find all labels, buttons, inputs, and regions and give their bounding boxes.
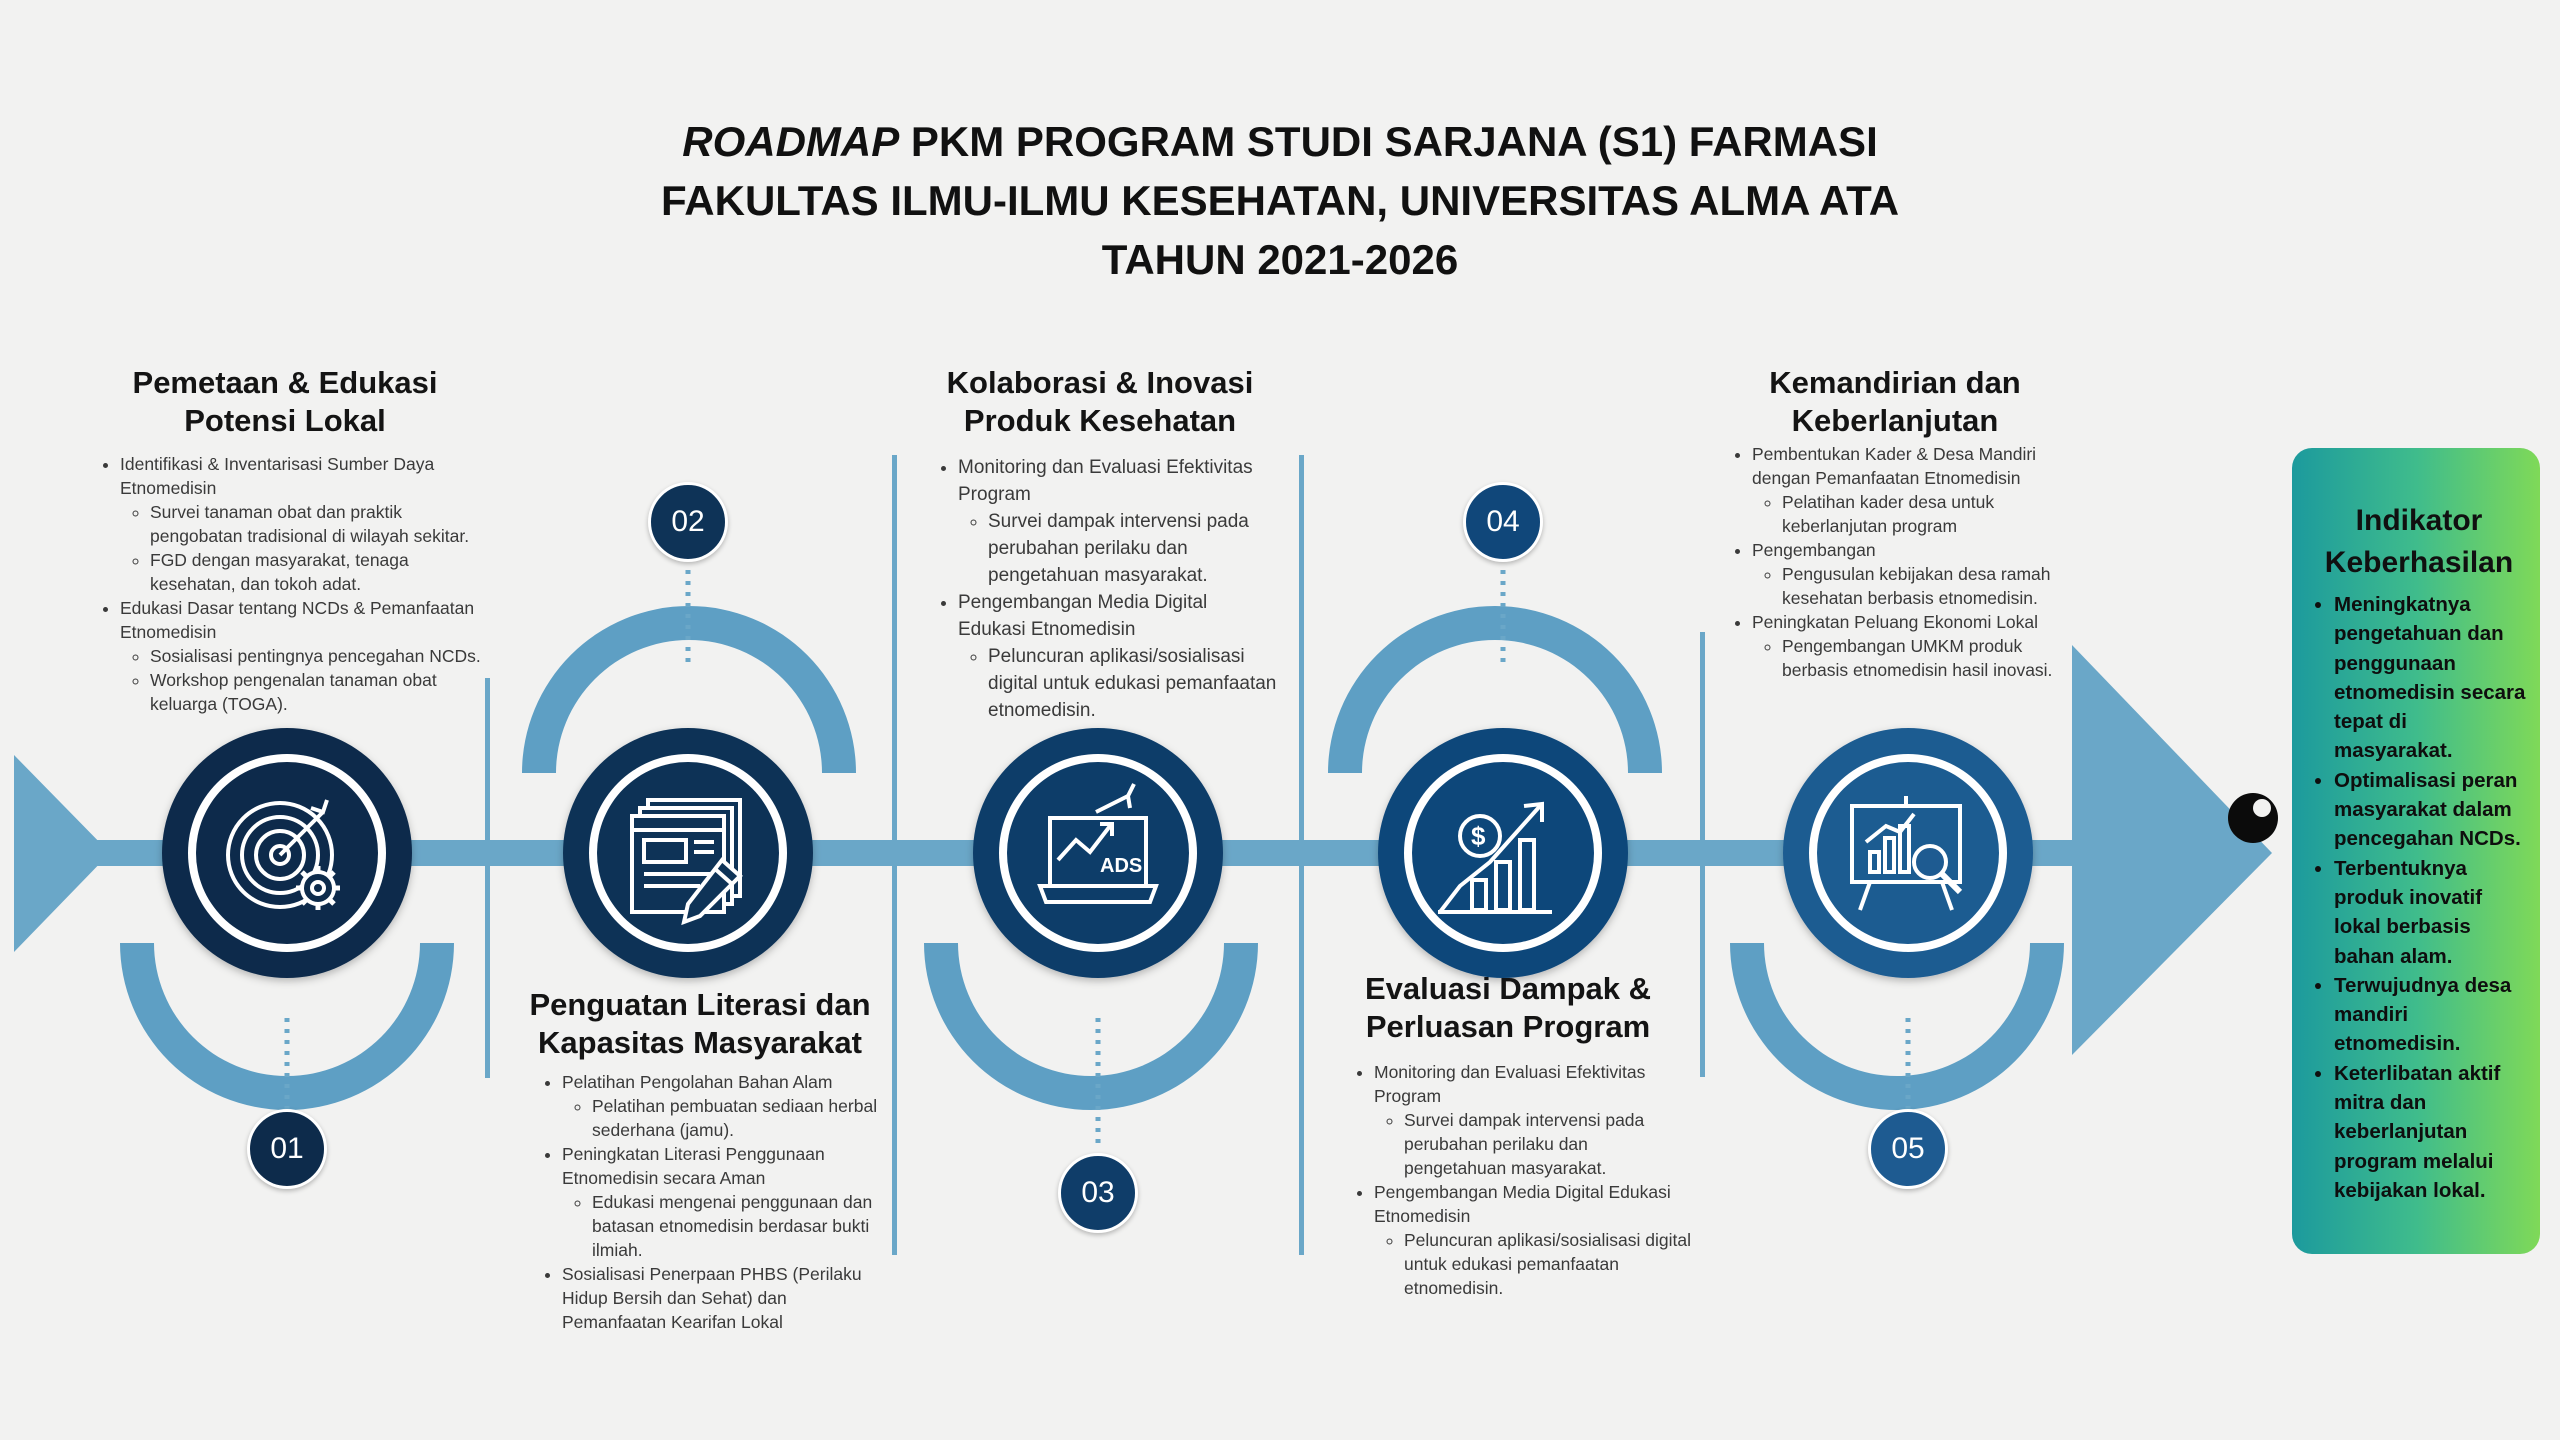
list-item: ◦ Peluncuran aplikasi/sosialisasi digital untuk edukasi pemanfaatan etnomedisin. <box>988 643 1278 724</box>
stage-04-heading-line-2: Perluasan Program <box>1365 1009 1651 1044</box>
stage-04-heading-line-1: Evaluasi Dampak & <box>1364 971 1652 1006</box>
list-item: ◦ Peluncuran aplikasi/sosialisasi digital untuk edukasi pemanfaatan etnomedisin. <box>1404 1228 1694 1300</box>
stage-05-heading <box>1710 364 2080 440</box>
stage-01-heading-line-2: Potensi Lokal <box>184 403 386 438</box>
list-item <box>1752 442 2072 538</box>
stage-number-04: 04 <box>1463 482 1543 562</box>
list-item <box>120 452 490 596</box>
list-item: ◦ Survei tanaman obat dan praktik pengobatan tradisional di wilayah sekitar. <box>150 500 490 548</box>
bullet-text: Monitoring dan Evaluasi Efektivitas Program <box>958 457 1253 505</box>
list-item <box>1752 538 2072 610</box>
stage-05-heading-line-2: Keberlanjutan <box>1791 403 1999 438</box>
list-item <box>120 596 490 716</box>
stage-03-bullets <box>938 454 1278 724</box>
stage-04-heading <box>1308 970 1708 1046</box>
list-item: ◦ Pengembangan UMKM produk berbasis etnomedisin hasil inovasi. <box>1782 634 2072 682</box>
separator-line <box>1299 455 1304 1255</box>
list-item: ◦ Sosialisasi pentingnya pencegahan NCDs. <box>150 644 490 668</box>
bullet-text: Sosialisasi Penerpaan PHBS (Perilaku Hidup Bersih dan Sehat) dan Pemanfaatan Kearifan Lokal <box>562 1264 862 1332</box>
list-item <box>562 1262 882 1334</box>
stage-number-02: 02 <box>648 482 728 562</box>
indicator-list <box>2310 590 2528 1205</box>
list-item: ◦ Pengusulan kebijakan desa ramah kesehatan berbasis etnomedisin. <box>1782 562 2072 610</box>
timeline-end-arrow <box>2072 645 2272 1055</box>
stage-circle-03 <box>973 728 1223 978</box>
ads-glyph: ADS <box>1100 855 1143 877</box>
bullet-text: Edukasi Dasar tentang NCDs & Pemanfaatan Etnomedisin <box>120 598 475 642</box>
indicator-item: • Terbentuknya produk inovatif lokal berbasis bahan alam. <box>2334 854 2528 971</box>
list-item: ◦ Pelatihan pembuatan sediaan herbal sederhana (jamu). <box>592 1094 882 1142</box>
bullet-text: Pengembangan Media Digital Edukasi Etnomedisin <box>958 592 1208 640</box>
indicator-panel <box>2292 448 2540 1254</box>
stage-02-heading <box>500 986 900 1062</box>
list-item <box>958 454 1278 589</box>
stage-01-heading-line-1: Pemetaan & Edukasi <box>132 365 438 400</box>
stage-03-heading <box>900 364 1300 440</box>
list-item <box>1752 610 2072 682</box>
stage-02-heading-line-2: Kapasitas Masyarakat <box>538 1025 862 1060</box>
list-item: ◦ Survei dampak intervensi pada perubahan perilaku dan pengetahuan masyarakat. <box>1404 1108 1694 1180</box>
timeline-end-dot <box>2228 793 2278 843</box>
indicator-item: • Keterlibatan aktif mitra dan keberlanjutan program melalui kebijakan lokal. <box>2334 1059 2528 1205</box>
stage-01-bullets <box>100 452 490 716</box>
title-line-1-rest: PKM PROGRAM STUDI SARJANA (S1) FARMASI <box>899 118 1878 165</box>
indicator-item: • Meningkatnya pengetahuan dan penggunaan etnomedisin secara tepat di masyarakat. <box>2334 590 2528 766</box>
indicator-title-line-1: Indikator <box>2355 504 2483 537</box>
stage-01-heading <box>90 364 480 440</box>
stage-05-bullets <box>1732 442 2072 682</box>
stage-number-01: 01 <box>247 1109 327 1189</box>
indicator-title <box>2310 500 2528 584</box>
indicator-item: • Optimalisasi peran masyarakat dalam pencegahan NCDs. <box>2334 766 2528 854</box>
title-roadmap-word: ROADMAP <box>682 118 900 165</box>
stage-02-bullets <box>542 1070 882 1334</box>
bullet-text: Peningkatan Peluang Ekonomi Lokal <box>1752 612 2039 632</box>
bullet-text: Monitoring dan Evaluasi Efektivitas Program <box>1374 1062 1646 1106</box>
indicator-item: • Terwujudnya desa mandiri etnomedisin. <box>2334 971 2528 1059</box>
title-line-3: TAHUN 2021-2026 <box>1101 236 1459 283</box>
bullet-text: Pengembangan <box>1752 540 1876 560</box>
bullet-text: Pengembangan Media Digital Edukasi Etnomedisin <box>1374 1182 1671 1226</box>
bullet-text: Pelatihan Pengolahan Bahan Alam <box>562 1072 833 1092</box>
bullet-text: Pembentukan Kader & Desa Mandiri dengan Pemanfaatan Etnomedisin <box>1752 444 2037 488</box>
documents-pen-icon <box>632 800 740 922</box>
list-item <box>562 1070 882 1142</box>
stage-03-heading-line-1: Kolaborasi & Inovasi <box>946 365 1254 400</box>
separator-line <box>892 455 897 1255</box>
stage-04-bullets <box>1354 1060 1694 1300</box>
list-item <box>1374 1180 1694 1300</box>
list-item: ◦ Survei dampak intervensi pada perubahan perilaku dan pengetahuan masyarakat. <box>988 508 1278 589</box>
list-item <box>562 1142 882 1262</box>
svg-text:$: $ <box>1471 821 1486 851</box>
title-line-2: FAKULTAS ILMU-ILMU KESEHATAN, UNIVERSITAS ALMA ATA <box>660 177 1900 224</box>
stage-02-heading-line-1: Penguatan Literasi dan <box>529 987 871 1022</box>
list-item <box>1374 1060 1694 1180</box>
stage-05-heading-line-1: Kemandirian dan <box>1769 365 2021 400</box>
bullet-text: Identifikasi & Inventarisasi Sumber Daya Etnomedisin <box>120 454 435 498</box>
indicator-title-line-2: Keberhasilan <box>2324 546 2514 579</box>
list-item: ◦ Edukasi mengenai penggunaan dan batasan etnomedisin berdasar bukti ilmiah. <box>592 1190 882 1262</box>
separator-line <box>485 678 490 1078</box>
stage-number-03: 03 <box>1058 1153 1138 1233</box>
stage-number-05: 05 <box>1868 1109 1948 1189</box>
stage-03-heading-line-2: Produk Kesehatan <box>963 403 1237 438</box>
list-item <box>958 589 1278 724</box>
stage-circle-04 <box>1378 728 1628 978</box>
list-item: ◦ FGD dengan masyarakat, tenaga kesehatan, dan tokoh adat. <box>150 548 490 596</box>
bullet-text: Peningkatan Literasi Penggunaan Etnomedisin secara Aman <box>562 1144 825 1188</box>
list-item: ◦ Pelatihan kader desa untuk keberlanjutan program <box>1782 490 2072 538</box>
list-item: ◦ Workshop pengenalan tanaman obat keluarga (TOGA). <box>150 668 490 716</box>
